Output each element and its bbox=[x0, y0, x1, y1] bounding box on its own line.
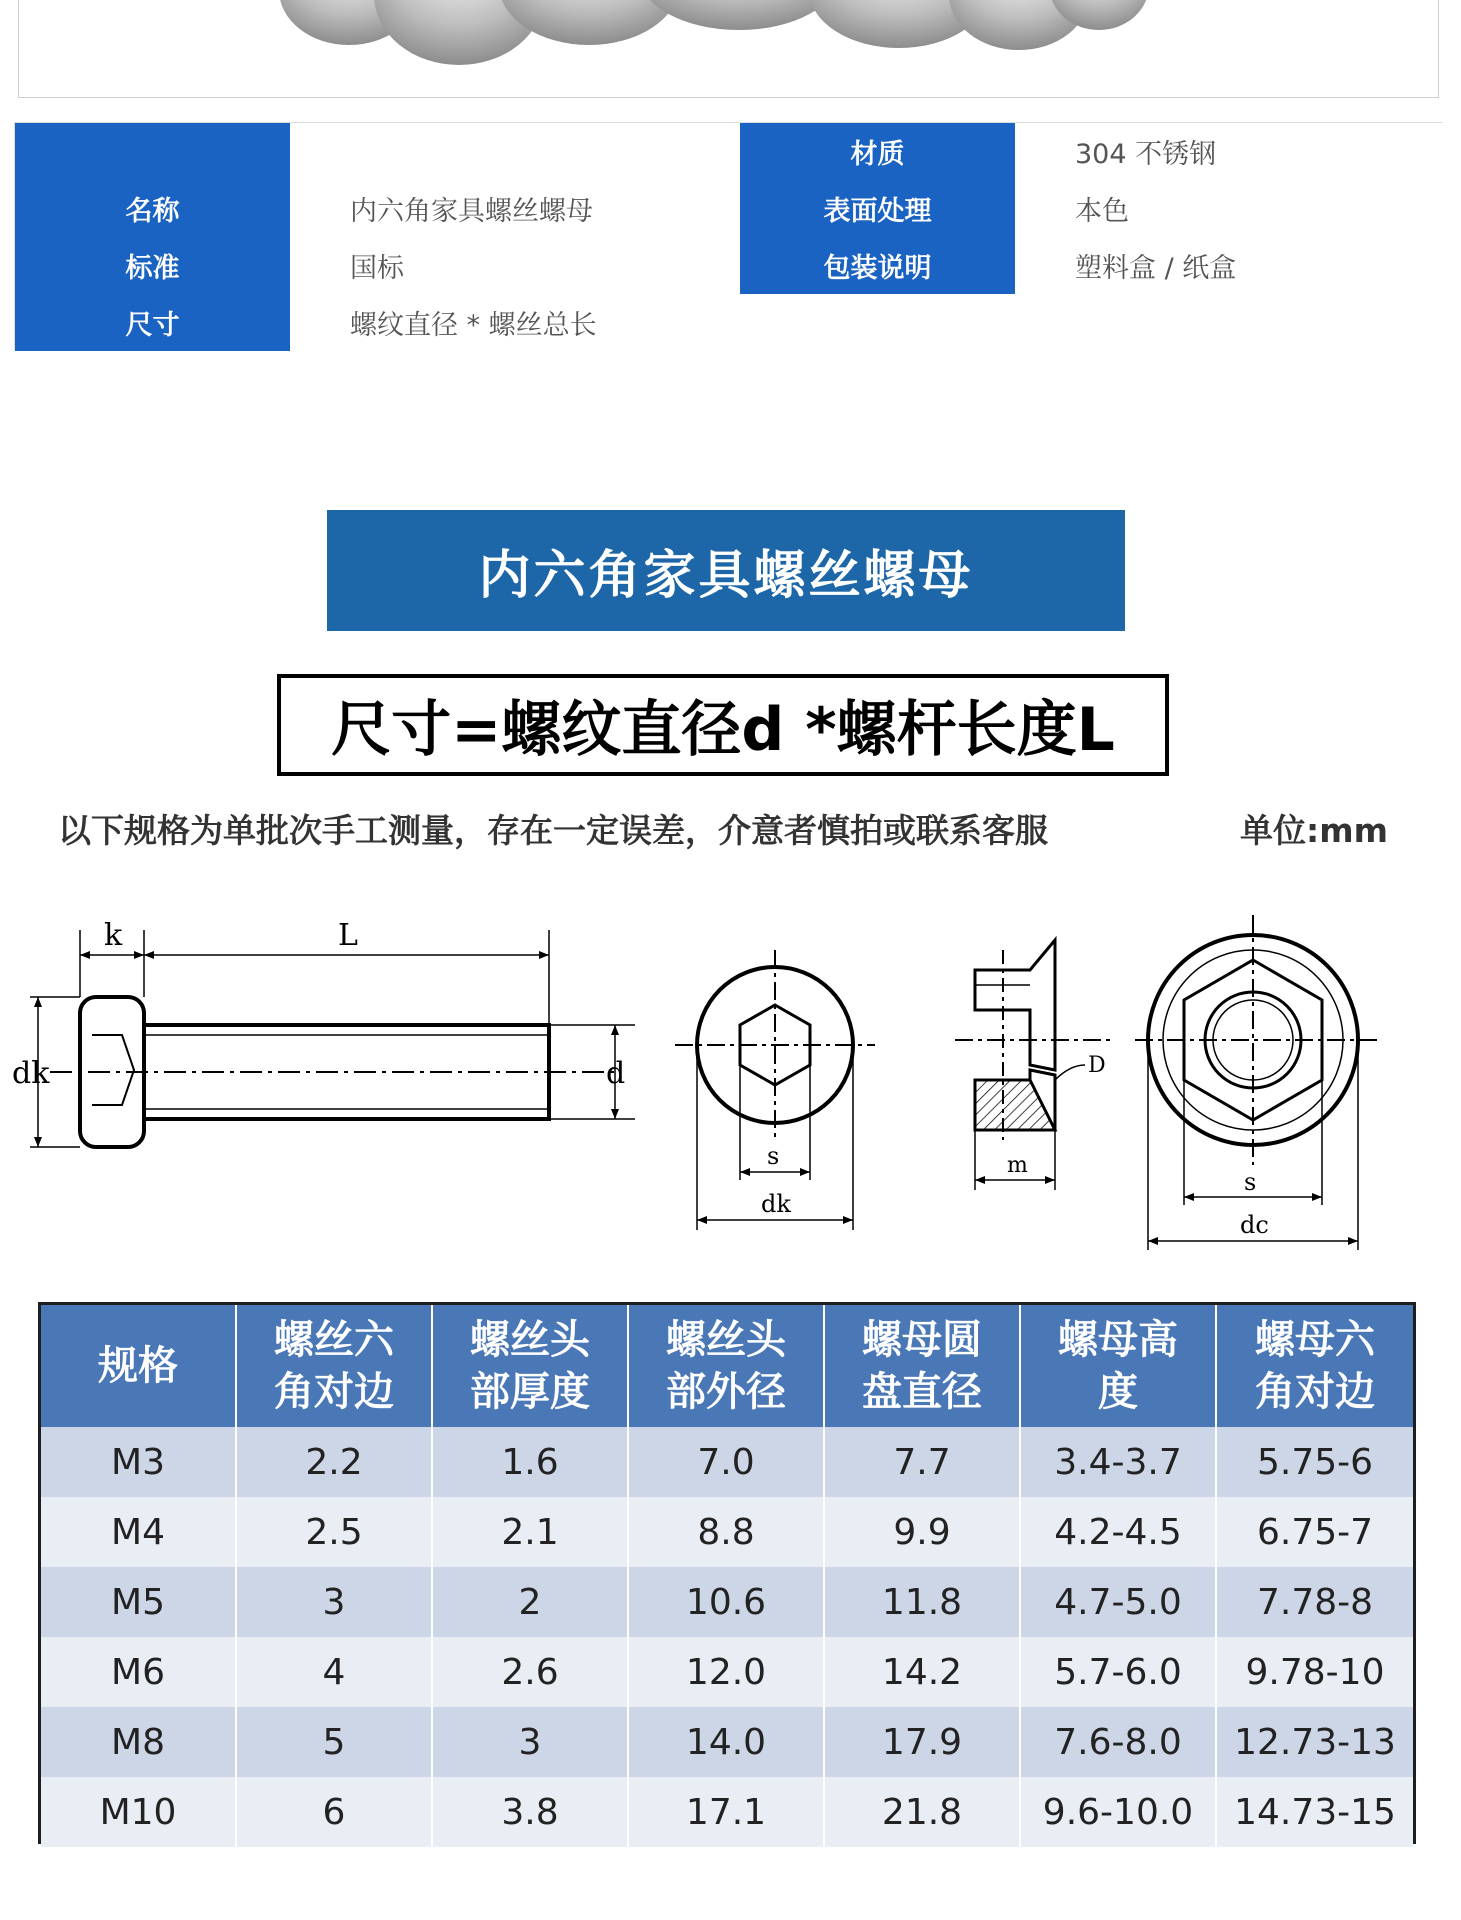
attribute-value: 304 不锈钢 bbox=[1015, 123, 1444, 180]
attribute-row bbox=[15, 294, 1444, 351]
spec-table-cell: 3 bbox=[237, 1567, 433, 1637]
dim-label-s-nut: s bbox=[1244, 1168, 1257, 1196]
spec-table-cell: 2.6 bbox=[433, 1637, 629, 1707]
spec-table-cell: 6 bbox=[237, 1777, 433, 1847]
attribute-value: 塑料盒 / 纸盒 bbox=[1015, 237, 1444, 294]
product-photo bbox=[18, 0, 1439, 98]
spec-header-cell: 螺丝头 部外径 bbox=[629, 1305, 825, 1427]
spec-table-cell: 9.9 bbox=[825, 1497, 1021, 1567]
attribute-row bbox=[15, 237, 1444, 294]
dim-label-s: s bbox=[767, 1142, 780, 1170]
nut-side-drawing bbox=[945, 930, 1130, 1200]
spec-table-row bbox=[41, 1427, 1413, 1497]
spec-table-cell: 3.4-3.7 bbox=[1021, 1427, 1217, 1497]
spec-table-cell: 14.2 bbox=[825, 1637, 1021, 1707]
nut-top-drawing bbox=[1135, 915, 1395, 1255]
dim-label-m: m bbox=[1007, 1153, 1028, 1178]
spec-table-row bbox=[41, 1637, 1413, 1707]
spec-table-cell: 2.2 bbox=[237, 1427, 433, 1497]
attribute-value: 本色 bbox=[1015, 180, 1444, 237]
spec-table-cell: M3 bbox=[41, 1427, 237, 1497]
attribute-key: 名称 bbox=[15, 180, 290, 237]
dim-label-dk-top: dk bbox=[761, 1190, 791, 1218]
size-formula-box bbox=[277, 674, 1169, 776]
spec-table-row bbox=[41, 1567, 1413, 1637]
spec-table-cell: 7.7 bbox=[825, 1427, 1021, 1497]
spec-table-cell: 4.7-5.0 bbox=[1021, 1567, 1217, 1637]
screw-head-drawing bbox=[675, 950, 875, 1240]
spec-table-cell: 11.8 bbox=[825, 1567, 1021, 1637]
spec-header-cell: 螺母圆 盘直径 bbox=[825, 1305, 1021, 1427]
spec-table-cell: M6 bbox=[41, 1637, 237, 1707]
dim-label-dk: dk bbox=[12, 1056, 50, 1091]
spec-table-cell: 10.6 bbox=[629, 1567, 825, 1637]
spec-table-cell: M10 bbox=[41, 1777, 237, 1847]
spec-header-cell: 螺丝头 部厚度 bbox=[433, 1305, 629, 1427]
spec-table-cell: 7.78-8 bbox=[1256, 1581, 1374, 1623]
spec-table-cell: 5.75-6 bbox=[1256, 1441, 1374, 1483]
dim-label-d: d bbox=[606, 1056, 626, 1091]
spec-table-cell: 17.9 bbox=[825, 1707, 1021, 1777]
spec-table-cell: 3.8 bbox=[433, 1777, 629, 1847]
spec-table-cell: 5.7-6.0 bbox=[1021, 1637, 1217, 1707]
attribute-row bbox=[15, 123, 1444, 180]
dim-label-L: L bbox=[338, 918, 358, 953]
spec-table-cell: 14.73-15 bbox=[1234, 1791, 1396, 1833]
dim-label-D: D bbox=[1088, 1053, 1106, 1078]
spec-table-cell: 17.1 bbox=[629, 1777, 825, 1847]
attribute-value bbox=[740, 294, 1444, 351]
page-title: 内六角家具螺丝螺母 bbox=[478, 546, 974, 606]
attribute-row bbox=[15, 180, 1444, 237]
spec-table-cell: 8.8 bbox=[629, 1497, 825, 1567]
spec-table-cell: 2.1 bbox=[433, 1497, 629, 1567]
attribute-key: 标准 bbox=[15, 237, 290, 294]
spec-table-cell: 7.0 bbox=[629, 1427, 825, 1497]
spec-header-cell: 螺母六 角对边 bbox=[1255, 1316, 1375, 1415]
spec-table-cell: 4.2-4.5 bbox=[1021, 1497, 1217, 1567]
spec-table bbox=[38, 1302, 1416, 1844]
spec-table-cell: M8 bbox=[41, 1707, 237, 1777]
spec-table-cell: 21.8 bbox=[825, 1777, 1021, 1847]
dim-label-k: k bbox=[104, 918, 123, 953]
attribute-key: 材质 bbox=[740, 123, 1015, 180]
attribute-value: 内六角家具螺丝螺母 bbox=[290, 180, 740, 237]
spec-table-cell: 6.75-7 bbox=[1256, 1511, 1374, 1553]
spec-table-cell: 7.6-8.0 bbox=[1021, 1707, 1217, 1777]
spec-header-cell: 螺丝六 角对边 bbox=[237, 1305, 433, 1427]
spec-table-cell: 5 bbox=[237, 1707, 433, 1777]
spec-table-cell: 2 bbox=[433, 1567, 629, 1637]
attribute-value: 螺纹直径 * 螺丝总长 bbox=[290, 294, 740, 351]
attribute-key: 包装说明 bbox=[740, 237, 1015, 294]
title-banner bbox=[327, 510, 1125, 631]
spec-table-cell: 3 bbox=[433, 1707, 629, 1777]
spec-table-cell: M4 bbox=[41, 1497, 237, 1567]
spec-table-cell: 14.0 bbox=[629, 1707, 825, 1777]
spec-table-cell: 12.73-13 bbox=[1234, 1721, 1396, 1763]
spec-table-cell: M5 bbox=[41, 1567, 237, 1637]
spec-table-cell: 1.6 bbox=[433, 1427, 629, 1497]
attribute-key bbox=[15, 123, 290, 180]
attribute-table bbox=[14, 122, 1443, 350]
dim-label-dc: dc bbox=[1240, 1211, 1269, 1239]
attribute-value bbox=[290, 123, 740, 180]
size-formula: 尺寸=螺纹直径d *螺杆长度L bbox=[331, 695, 1115, 765]
attribute-key: 表面处理 bbox=[740, 180, 1015, 237]
unit-label: 单位:mm bbox=[1240, 811, 1388, 850]
spec-table-cell: 2.5 bbox=[237, 1497, 433, 1567]
spec-table-header bbox=[41, 1305, 1413, 1427]
attribute-value: 国标 bbox=[290, 237, 740, 294]
spec-table-cell: 4 bbox=[237, 1637, 433, 1707]
spec-table-row bbox=[41, 1777, 1413, 1847]
spec-table-cell: 9.78-10 bbox=[1245, 1651, 1385, 1693]
spec-table-row bbox=[41, 1497, 1413, 1567]
spec-table-row bbox=[41, 1707, 1413, 1777]
measurement-note: 以下规格为单批次手工测量，存在一定误差，介意者慎拍或联系客服 bbox=[58, 811, 1048, 850]
spec-table-cell: 12.0 bbox=[629, 1637, 825, 1707]
spec-header-cell: 规格 bbox=[41, 1305, 237, 1427]
spec-table-cell: 9.6-10.0 bbox=[1021, 1777, 1217, 1847]
spec-header-cell: 螺母高 度 bbox=[1021, 1305, 1217, 1427]
attribute-key: 尺寸 bbox=[15, 294, 290, 351]
screw-side-drawing bbox=[10, 915, 650, 1175]
